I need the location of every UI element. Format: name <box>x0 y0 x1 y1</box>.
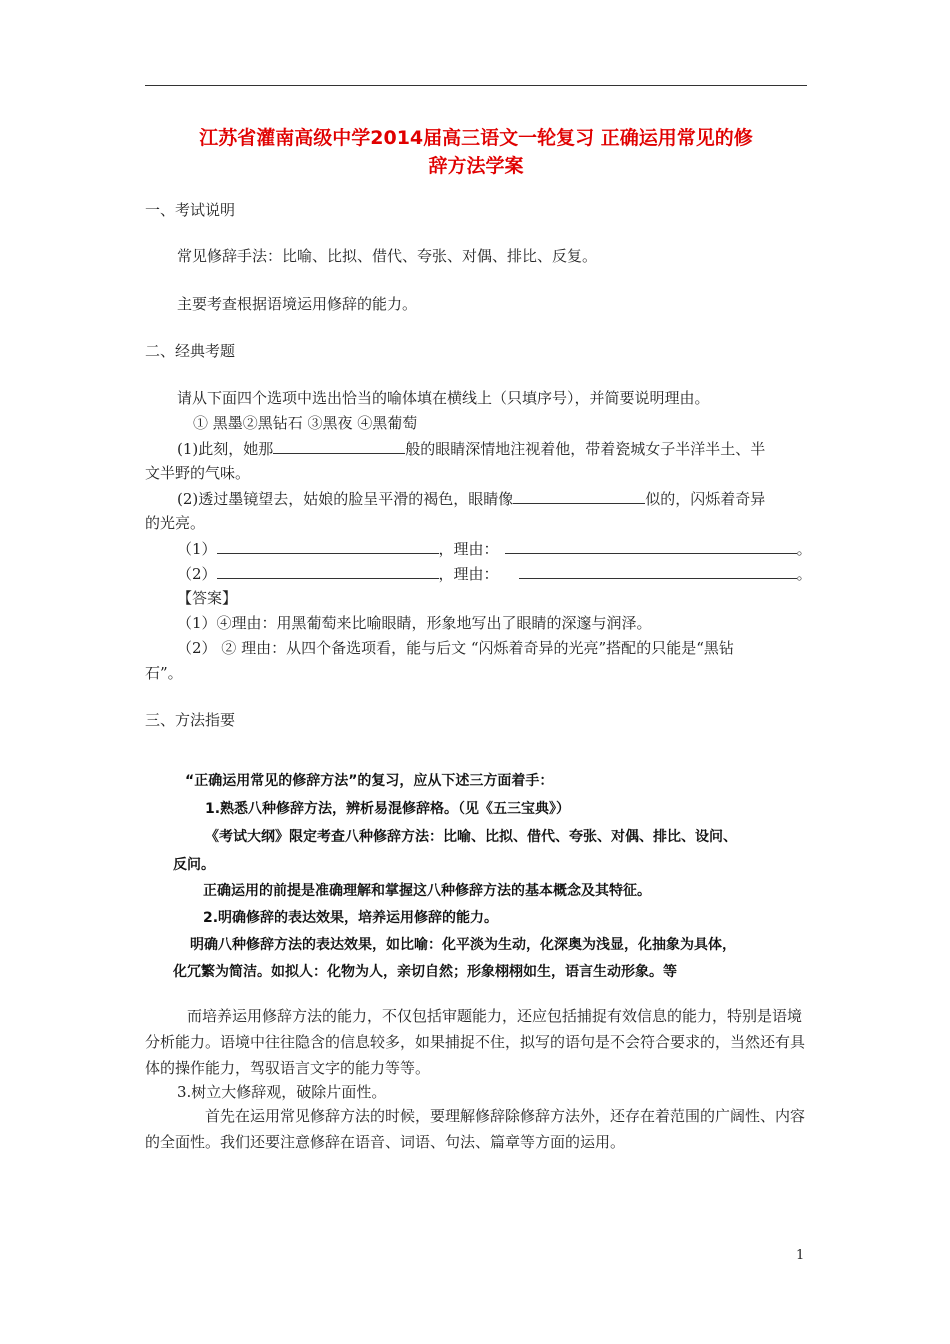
answer-label: 【答案】 <box>177 589 238 607</box>
method-line: “正确运用常见的修辞方法”的复习，应从下述三方面着手： <box>185 773 554 789</box>
method-line: 2.明确修辞的表达效果，培养运用修辞的能力。 <box>203 910 499 926</box>
answer-1: （1）④理由：用黑葡萄来比喻眼睛，形象地写出了眼睛的深邃与润泽。 <box>177 614 652 632</box>
method-line: 正确运用的前提是准确理解和掌握这八种修辞方法的基本概念及其特征。 <box>203 883 651 899</box>
answer-line-2-reason-label: ，理由： <box>438 565 499 583</box>
question-options: ① 黑墨②黑钻石 ③黑夜 ④黑葡萄 <box>193 414 418 432</box>
method-line: 化冗繁为简洁。如拟人：化物为人，亲切自然；形象栩栩如生，语言生动形象。等 <box>173 964 677 980</box>
page-number: 1 <box>796 1248 805 1263</box>
point-3: 3.树立大修辞观，破除片面性。 <box>177 1083 387 1101</box>
answer-line-1-num: （1） <box>177 540 217 558</box>
question-prompt: 请从下面四个选项中选出恰当的喻体填在横线上（只填序号），并简要说明理由。 <box>177 389 710 407</box>
answer-line-2 <box>177 563 812 584</box>
q2-text-b: 似的，闪烁着奇异 <box>645 490 766 508</box>
q1-text-c: 文半野的气味。 <box>145 464 251 482</box>
answer-line-1-end: 。 <box>796 540 812 558</box>
q1-blank <box>273 438 405 454</box>
question-1-line <box>177 438 765 459</box>
method-line: 1.熟悉八种修辞方法，辨析易混修辞格。（见《五三宝典》） <box>205 801 571 817</box>
section1-heading: 一、考试说明 <box>145 201 236 219</box>
answer-1-blank <box>217 538 439 554</box>
paragraph-ability: 而培养运用修辞方法的能力，不仅包括审题能力，还应包括捕捉有效信息的能力，特别是语境分析能力。语境中往往隐含的信息较多，如果捕捉不住，拟写的语句是不会符合要求的，当然还有具体的操作能力，驾驭语言文字的能力等等。 <box>145 1007 806 1077</box>
method-line: 反问。 <box>173 857 215 873</box>
answer-line-1-reason-label: ，理由： <box>438 540 499 558</box>
section3-heading: 三、方法指要 <box>145 711 236 729</box>
reason-1-blank <box>505 538 797 554</box>
paragraph-view: 首先在运用常见修辞方法的时候，要理解修辞除修辞方法外，还存在着范围的广阔性、内容的全面性。我们还要注意修辞在语音、词语、句法、篇章等方面的运用。 <box>145 1107 806 1151</box>
method-line: 《考试大纲》限定考查八种修辞方法：比喻、比拟、借代、夸张、对偶、排比、设问、 <box>205 829 737 845</box>
answer-2-line-a: （2） ② 理由：从四个备选项看，能与后文 “闪烁着奇异的光亮”搭配的只能是“黑钻 <box>177 639 734 657</box>
q1-text-b: 般的眼睛深情地注视着他，带着瓷城女子半洋半土、半 <box>405 440 766 458</box>
document-title <box>145 124 807 180</box>
section2-heading: 二、经典考题 <box>145 342 236 360</box>
section1-line1: 常见修辞手法：比喻、比拟、借代、夸张、对偶、排比、反复。 <box>177 247 598 265</box>
answer-line-2-end: 。 <box>796 565 812 583</box>
answer-2-line-b: 石”。 <box>145 664 183 682</box>
q1-text-a: (1)此刻，她那 <box>177 440 274 458</box>
section1-line2: 主要考查根据语境运用修辞的能力。 <box>177 295 418 313</box>
method-line: 明确八种修辞方法的表达效果，如比喻：化平淡为生动，化深奥为浅显，化抽象为具体， <box>190 937 736 953</box>
title-line-1: 江苏省灌南高级中学2014届高三语文一轮复习 正确运用常见的修 <box>199 127 753 149</box>
title-line-2: 辞方法学案 <box>428 155 524 177</box>
question-2-line <box>177 488 765 509</box>
answer-2-blank <box>217 563 439 579</box>
method-image-block <box>165 770 785 980</box>
header-rule <box>145 85 807 86</box>
answer-line-1 <box>177 538 812 559</box>
answer-line-2-num: （2） <box>177 565 217 583</box>
reason-2-blank <box>519 563 797 579</box>
q2-text-a: (2)透过墨镜望去，姑娘的脸呈平滑的褐色，眼睛像 <box>177 490 514 508</box>
q2-blank <box>513 488 645 504</box>
q2-text-c: 的光亮。 <box>145 514 206 532</box>
